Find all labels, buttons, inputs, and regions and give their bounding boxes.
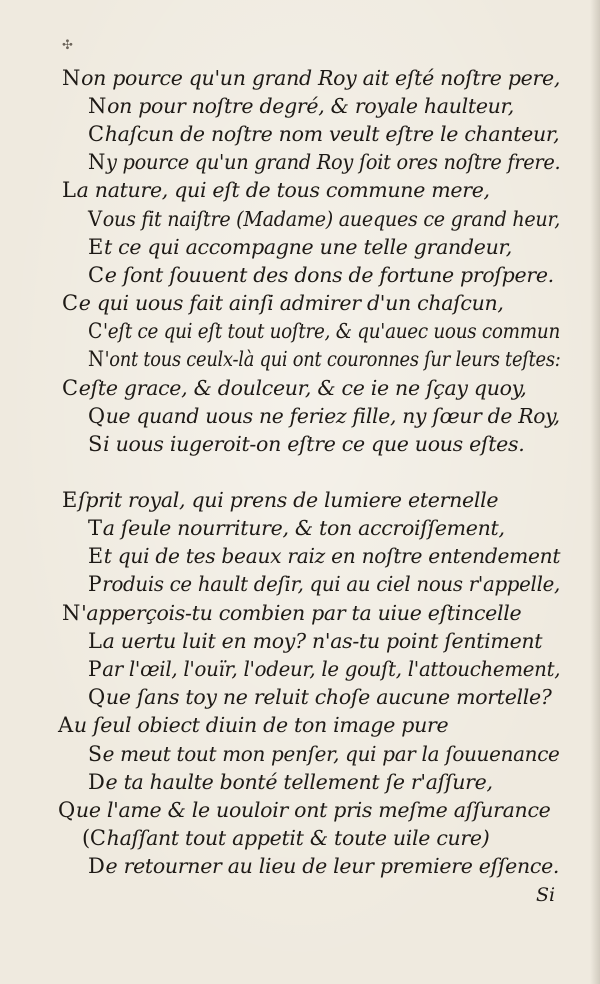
verse-line: Chaſcun de noſtre nom veult eſtre le chanteur, bbox=[88, 122, 560, 146]
verse-line: Au ſeul obiect diuin de ton image pure bbox=[58, 713, 449, 737]
verse-line: De ta haulte bonté tellement ſe r'aſſure, bbox=[88, 770, 493, 794]
verse-line: Ta ſeule nourriture, & ton accroiſſement, bbox=[88, 516, 505, 540]
verse-line: Ceſte grace, & doulceur, & ce ie ne ſçay quoy, bbox=[62, 376, 527, 400]
ornament-mark-icon: ✣ bbox=[62, 38, 73, 53]
verse-line: Et qui de tes beaux raiz en noſtre entendement bbox=[88, 544, 561, 568]
verse-line: Ny pource qu'un grand Roy ſoit ores noſtre frere. bbox=[88, 150, 561, 174]
verse-line: La nature, qui eſt de tous commune mere, bbox=[62, 178, 490, 202]
page-edge bbox=[590, 0, 600, 984]
verse-line: Eſprit royal, qui prens de lumiere eternelle bbox=[62, 488, 499, 512]
verse-line: De retourner au lieu de leur premiere eſſence. bbox=[88, 854, 560, 878]
verse-line: Si uous iugeroit-on eſtre ce que uous eſtes. bbox=[88, 432, 525, 456]
verse-line: Non pource qu'un grand Roy ait eſté noſtre pere, bbox=[62, 66, 561, 90]
verse-line: Se meut tout mon penſer, qui par la ſouuenance bbox=[88, 742, 560, 766]
catchword: Si bbox=[536, 884, 556, 906]
verse-line: Par l'œil, l'ouïr, l'odeur, le gouſt, l'attouchement, bbox=[88, 657, 561, 681]
verse-line: C'eſt ce qui eſt tout uoſtre, & qu'auec uous commun bbox=[88, 319, 560, 343]
verse-line: Que l'ame & le uouloir ont pris meſme aſſurance bbox=[58, 798, 551, 822]
verse-line: Vous fit naiſtre (Madame) aueques ce grand heur, bbox=[88, 207, 561, 231]
verse-line: Produis ce hault deſir, qui au ciel nous r'appelle, bbox=[88, 572, 560, 596]
verse-line: Non pour noſtre degré, & royale haulteur, bbox=[88, 94, 515, 118]
verse-line: Ce ſont ſouuent des dons de fortune proſpere. bbox=[88, 263, 554, 287]
verse-line: Que quand uous ne feriez fille, ny ſœur de Roy, bbox=[88, 404, 560, 428]
verse-line: La uertu luit en moy? n'as-tu point ſentiment bbox=[88, 629, 543, 653]
verse-line: Que ſans toy ne reluit choſe aucune mortelle? bbox=[88, 685, 552, 709]
verse-line: (Chaſſant tout appetit & toute uile cure) bbox=[82, 826, 490, 850]
verse-line: Et ce qui accompagne une telle grandeur, bbox=[88, 235, 512, 259]
verse-line: Ce qui uous fait ainſi admirer d'un chaſcun, bbox=[62, 291, 504, 315]
verse-line: N'apperçois-tu combien par ta uiue eſtincelle bbox=[62, 601, 522, 625]
verse-line: N'ont tous ceulx-là qui ont couronnes ſur leurs teſtes: bbox=[88, 347, 561, 371]
